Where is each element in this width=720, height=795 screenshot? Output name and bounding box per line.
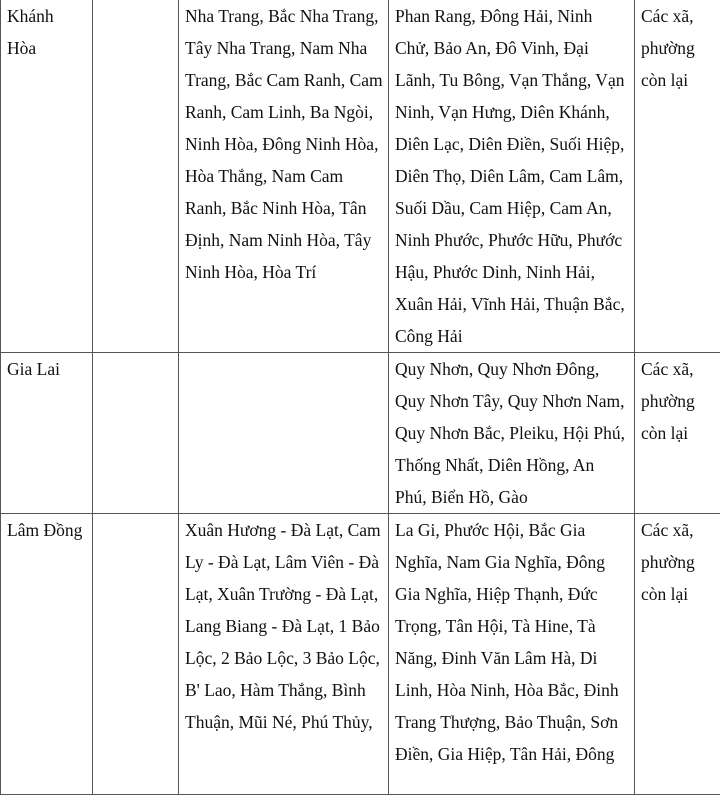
remaining-wards-cell: Các xã, phường còn lại: [635, 353, 720, 514]
remaining-wards-cell: Các xã, phường còn lại: [635, 0, 720, 353]
province-cell: Lâm Đồng: [1, 514, 93, 795]
empty-cell: [93, 514, 179, 795]
table-row-lam-dong: [1, 514, 720, 795]
remaining-wards-cell: Các xã, phường còn lại: [635, 514, 720, 795]
table-row-gia-lai: [1, 353, 720, 514]
table-row-khanh-hoa: [1, 0, 720, 353]
wards-list-cell: Quy Nhơn, Quy Nhơn Đông, Quy Nhơn Tây, Quy Nhơn Nam, Quy Nhơn Bắc, Pleiku, Hội Phú, Thống Nhất, Diên Hồng, An Phú, Biển Hồ, Gào: [389, 353, 635, 514]
province-cell: Gia Lai: [1, 353, 93, 514]
wards-list-cell: [179, 353, 389, 514]
empty-cell: [93, 0, 179, 353]
wards-list-cell: Phan Rang, Đông Hải, Ninh Chử, Bảo An, Đô Vinh, Đại Lãnh, Tu Bông, Vạn Thắng, Vạn Ninh, Vạn Hưng, Diên Khánh, Diên Lạc, Diên Điền, Suối Hiệp, Diên Thọ, Diên Lâm, Cam Lâm, Suối Dầu, Cam Hiệp, Cam An, Ninh Phước, Phước Hữu, Phước Hậu, Phước Dinh, Ninh Hải, Xuân Hải, Vĩnh Hải, Thuận Bắc, Công Hải: [389, 0, 635, 353]
province-cell: Khánh Hòa: [1, 0, 93, 353]
wards-list-cell: La Gi, Phước Hội, Bắc Gia Nghĩa, Nam Gia Nghĩa, Đông Gia Nghĩa, Hiệp Thạnh, Đức Trọng, Tân Hội, Tà Hine, Tà Năng, Đinh Văn Lâm Hà, Di Linh, Hòa Ninh, Hòa Bắc, Đinh Trang Thượng, Bảo Thuận, Sơn Điền, Gia Hiệp, Tân Hải, Đông: [389, 514, 635, 795]
wards-list-cell: Nha Trang, Bắc Nha Trang, Tây Nha Trang, Nam Nha Trang, Bắc Cam Ranh, Cam Ranh, Cam Linh, Ba Ngòi, Ninh Hòa, Đông Ninh Hòa, Hòa Thắng, Nam Cam Ranh, Bắc Ninh Hòa, Tân Định, Nam Ninh Hòa, Tây Ninh Hòa, Hòa Trí: [179, 0, 389, 353]
wards-list-cell: Xuân Hương - Đà Lạt, Cam Ly - Đà Lạt, Lâm Viên - Đà Lạt, Xuân Trường - Đà Lạt, Lang Biang - Đà Lạt, 1 Bảo Lộc, 2 Bảo Lộc, 3 Bảo Lộc, B' Lao, Hàm Thắng, Bình Thuận, Mũi Né, Phú Thủy,: [179, 514, 389, 795]
empty-cell: [93, 353, 179, 514]
